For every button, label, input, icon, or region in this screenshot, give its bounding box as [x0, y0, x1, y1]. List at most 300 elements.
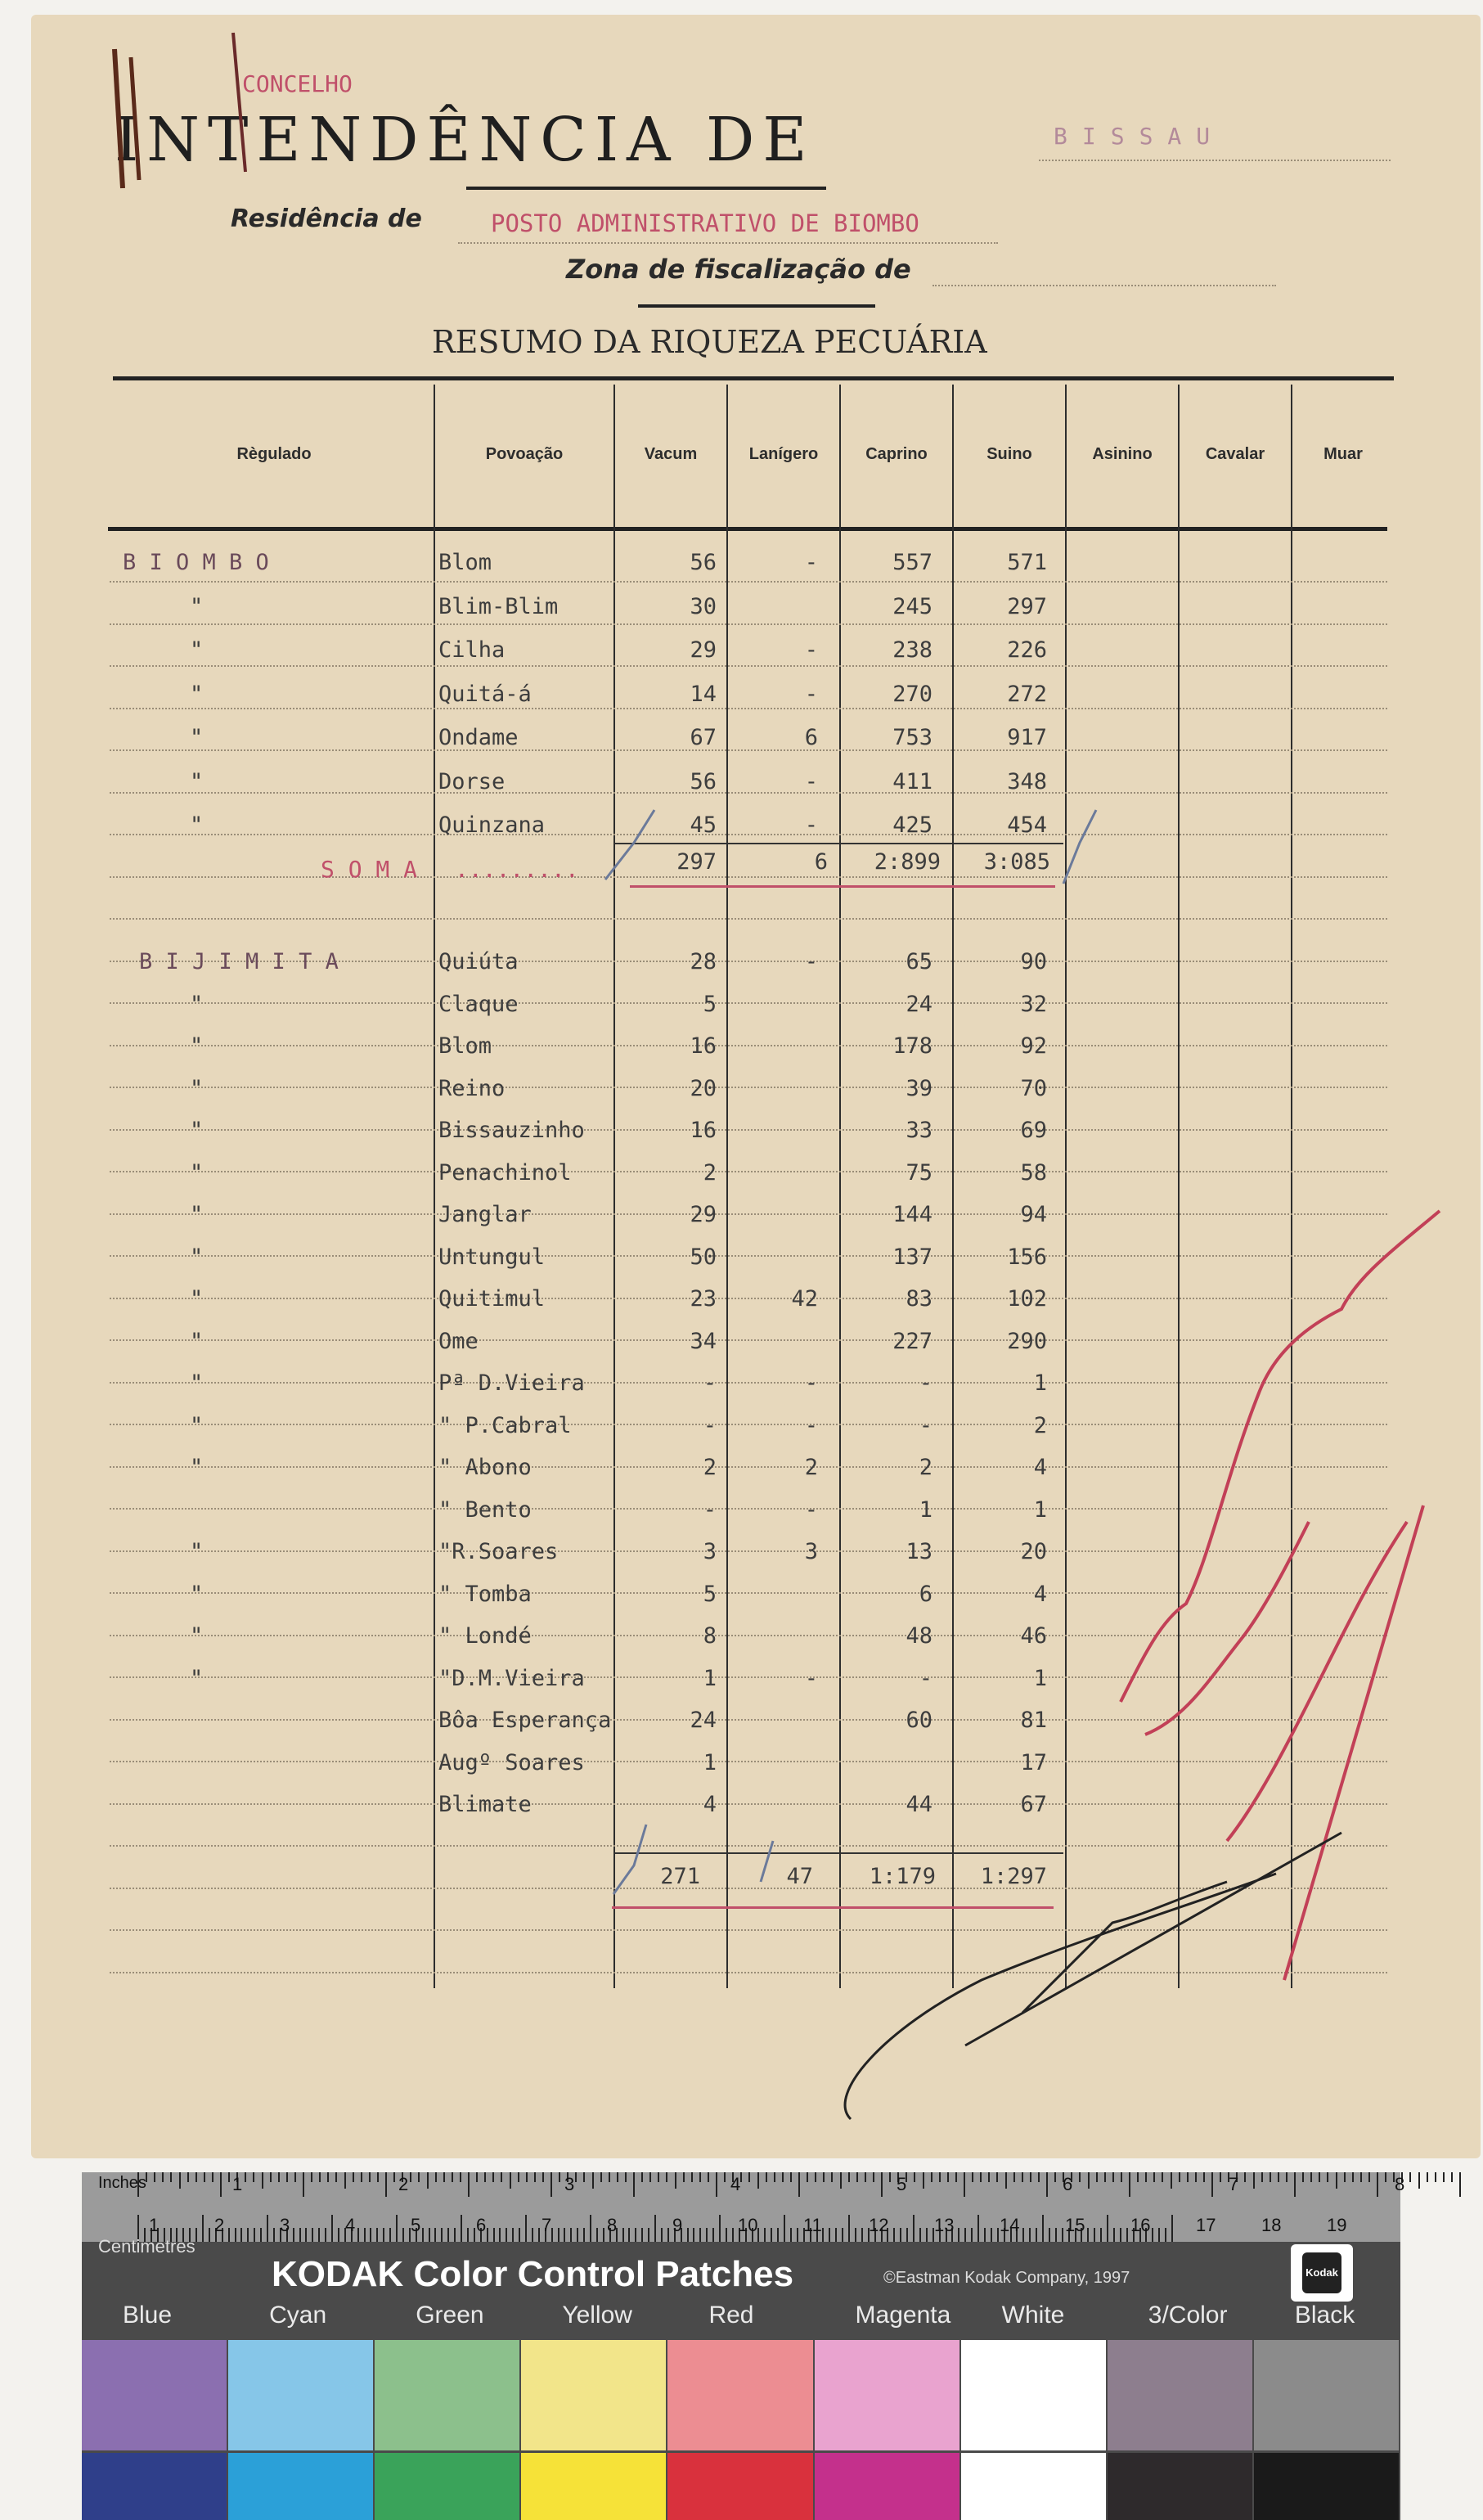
ruler-tick — [1368, 2172, 1370, 2182]
bijimita-row-povoacao: Blom — [438, 1033, 492, 1059]
bijimita-row-caprino: 33 — [906, 1118, 932, 1143]
bijimita-row-suino: 156 — [1007, 1244, 1047, 1270]
col-vacum: Vacum — [644, 445, 698, 463]
document-title: INTENDÊNCIA DE — [115, 105, 816, 175]
bijimita-row-caprino: - — [919, 1370, 932, 1396]
ruler-tick — [675, 2172, 676, 2189]
ruler-tick — [1327, 2172, 1328, 2182]
bijimita-row-regulado: " — [190, 1033, 204, 1059]
ruler-tick — [1418, 2172, 1420, 2189]
document-subtitle: RESUMO DA RIQUEZA PECUÁRIA — [432, 324, 987, 360]
biombo-row-caprino: 425 — [892, 812, 932, 838]
ruler-tick — [468, 2172, 470, 2197]
bijimita-row-caprino: 48 — [906, 1623, 932, 1649]
ruler-inch-number: 1 — [232, 2174, 243, 2194]
bijimita-row-suino: 102 — [1007, 1286, 1047, 1312]
ruler-tick-cm — [1042, 2215, 1044, 2242]
ruler-tick — [790, 2172, 792, 2182]
biombo-row-povoacao: Quinzana — [438, 812, 546, 838]
ruler-tick-cm — [1107, 2215, 1108, 2242]
margin-mark-1 — [115, 49, 123, 188]
residencia-label: Residência de — [231, 205, 422, 233]
bijimita-row-vacum: 2 — [703, 1159, 717, 1186]
ruler-tick — [633, 2172, 635, 2197]
biombo-row-caprino: 411 — [892, 768, 932, 794]
ruler-tick — [327, 2172, 329, 2182]
ruler-tick-cm — [389, 2228, 391, 2242]
ruler-tick — [393, 2172, 395, 2182]
ruler-tick — [931, 2172, 932, 2182]
patch-top-green — [375, 2340, 519, 2450]
bijimita-row-suino: 32 — [1020, 991, 1047, 1017]
bijimita-row-caprino: 65 — [906, 949, 932, 974]
ruler-tick-cm — [732, 2228, 734, 2242]
ruler-tick — [666, 2172, 667, 2182]
bijimita-row-lanigero: - — [804, 949, 818, 974]
ruler-tick-cm — [603, 2228, 604, 2242]
ruler-tick — [476, 2172, 478, 2182]
soma-label: S O M A — [321, 856, 418, 883]
bijimita-row-povoacao: " P.Cabral — [438, 1412, 572, 1438]
residencia-value: POSTO ADMINISTRATIVO DE BIOMBO — [491, 209, 919, 237]
ruler-cm-number: 6 — [476, 2215, 487, 2235]
ruler-tick — [716, 2172, 717, 2197]
ruler-cm-number: 14 — [1000, 2215, 1020, 2235]
ruler-cm-number: 19 — [1327, 2215, 1347, 2235]
ruler-tick — [443, 2172, 445, 2182]
patch-top-white — [961, 2340, 1106, 2450]
ruler-tick — [609, 2172, 610, 2182]
bijimita-row-lanigero: 42 — [791, 1286, 818, 1312]
bijimita-row-caprino: 6 — [919, 1581, 932, 1607]
ruler-tick-cm — [900, 2228, 901, 2242]
total-vacum: 271 — [660, 1864, 700, 1889]
bijimita-row-regulado: " — [190, 1623, 204, 1649]
ruler-tick — [1046, 2172, 1048, 2197]
col-cavalar: Cavalar — [1205, 445, 1265, 463]
ruler-tick — [220, 2172, 222, 2197]
ruler-tick — [740, 2172, 742, 2182]
ruler-tick-cm — [487, 2228, 488, 2242]
ruler-tick-cm — [977, 2215, 979, 2242]
bijimita-row-povoacao: Augº Soares — [438, 1749, 585, 1775]
ruler-tick — [369, 2172, 371, 2182]
ruler-tick — [1377, 2172, 1378, 2197]
ruler-tick-cm — [1113, 2228, 1115, 2242]
bijimita-row-povoacao: Quiúta — [438, 949, 519, 974]
ruler-tick-cm — [861, 2228, 863, 2242]
target-title: KODAK Color Control Patches — [272, 2254, 794, 2294]
col-asinino: Asinino — [1092, 445, 1153, 463]
ruler-cm-number: 10 — [738, 2215, 758, 2235]
ruler-tick-cm — [855, 2228, 856, 2242]
ruler-tick — [195, 2172, 197, 2182]
total-lanigero: 47 — [786, 1864, 813, 1889]
ruler-tick-cm — [209, 2228, 210, 2242]
ruler-tick-cm — [687, 2228, 689, 2242]
bijimita-row-caprino: 44 — [906, 1792, 932, 1817]
bijimita-row-suino: 94 — [1020, 1202, 1047, 1227]
biombo-row-povoacao: Ondame — [438, 725, 519, 750]
ruler-tick — [484, 2172, 486, 2182]
ruler-tick — [1261, 2172, 1263, 2182]
ruler-tick-cm — [771, 2228, 772, 2242]
ruler-tick — [1302, 2172, 1304, 2182]
total-caprino: 1:179 — [869, 1864, 936, 1889]
ruler-tick — [881, 2172, 883, 2197]
ruler-tick-cm — [467, 2228, 469, 2242]
bijimita-row-suino: 2 — [1033, 1412, 1047, 1438]
ruler-tick — [410, 2172, 411, 2182]
ruler-tick-cm — [1152, 2228, 1153, 2242]
bijimita-row-regulado: " — [190, 1455, 204, 1480]
bijimita-row-suino: 1 — [1033, 1370, 1047, 1396]
ruler-tick-cm — [1036, 2228, 1037, 2242]
ruler-tick — [947, 2172, 949, 2182]
ruler-tick-cm — [267, 2215, 268, 2242]
concelho-label: CONCELHO — [242, 70, 353, 97]
patch-label-black: Black — [1294, 2302, 1355, 2329]
ruler-tick — [774, 2172, 775, 2182]
ruler-tick-cm — [532, 2228, 533, 2242]
ruler-tick — [848, 2172, 850, 2182]
bijimita-row-povoacao: " Londé — [438, 1623, 532, 1649]
ruler-tick-cm — [984, 2228, 986, 2242]
ruler-tick — [162, 2172, 164, 2182]
bijimita-row-povoacao: " Abono — [438, 1455, 532, 1480]
kodak-logo — [1291, 2244, 1353, 2302]
bijimita-row-lanigero: - — [804, 1496, 818, 1523]
ruler-tick-cm — [829, 2228, 830, 2242]
ruler-tick — [865, 2172, 866, 2182]
ruler-tick-cm — [447, 2228, 449, 2242]
ruler-tick — [996, 2172, 998, 2182]
soma-vacum: 297 — [676, 849, 717, 875]
biombo-row-vacum: 29 — [690, 637, 717, 663]
bijimita-row-vacum: 24 — [690, 1708, 717, 1733]
ruler-tick-cm — [441, 2228, 443, 2242]
ruler-tick — [1336, 2172, 1337, 2189]
ruler-tick — [353, 2172, 354, 2182]
kodak-color-target — [82, 2172, 1405, 2520]
bijimita-row-caprino: 39 — [906, 1075, 932, 1101]
ruler-tick — [418, 2172, 420, 2182]
biombo-row-caprino: 245 — [892, 593, 932, 619]
ruler-inch-number: 2 — [398, 2174, 409, 2194]
ruler-tick-cm — [202, 2215, 204, 2242]
ruler-cm-number: 7 — [542, 2215, 552, 2235]
ruler-tick — [815, 2172, 816, 2182]
biombo-row-regulado: " — [190, 593, 204, 619]
bijimita-row-vacum: 5 — [703, 991, 717, 1017]
bijimita-row-regulado: " — [190, 991, 204, 1017]
ruler-cm-number: 13 — [934, 2215, 955, 2235]
ruler-tick — [179, 2172, 181, 2189]
ruler-tick — [1187, 2172, 1189, 2182]
ruler-tick-cm — [635, 2228, 636, 2242]
ruler-tick — [575, 2172, 577, 2182]
ruler-tick — [1171, 2172, 1172, 2189]
bijimita-row-lanigero: 2 — [804, 1455, 818, 1480]
biombo-row-vacum: 45 — [690, 812, 717, 838]
ruler-tick-cm — [402, 2228, 404, 2242]
biombo-row-vacum: 56 — [690, 768, 717, 794]
bijimita-row-regulado: " — [190, 1581, 204, 1607]
measurement-ruler — [82, 2172, 1405, 2242]
bijimita-row-regulado: " — [190, 1665, 204, 1691]
ruler-tick-cm — [383, 2228, 384, 2242]
ruler-tick — [170, 2172, 172, 2182]
ruler-cm-number: 16 — [1130, 2215, 1151, 2235]
bijimita-row-povoacao: Reino — [438, 1075, 506, 1101]
ruler-tick-cm — [726, 2228, 727, 2242]
bijimita-row-suino: 81 — [1020, 1708, 1047, 1733]
ruler-tick-cm — [519, 2228, 520, 2242]
patch-label-yellow: Yellow — [562, 2302, 632, 2329]
ruler-cm-number: 4 — [345, 2215, 356, 2235]
ruler-tick-cm — [790, 2228, 792, 2242]
ruler-tick — [1104, 2172, 1106, 2182]
ruler-tick — [1112, 2172, 1114, 2182]
bijimita-row-regulado: " — [190, 1539, 204, 1564]
ruler-tick — [1211, 2172, 1213, 2197]
regulado-bijimita: B I J I M I T A — [139, 949, 339, 974]
red-slash — [1284, 1505, 1423, 1980]
regulado-biombo: B I O M B O — [123, 550, 269, 575]
bijimita-row-lanigero: 3 — [804, 1539, 818, 1564]
ruler-tick-cm — [254, 2228, 255, 2242]
biombo-row-lanigero: - — [804, 681, 818, 707]
biombo-row-suino: 917 — [1007, 725, 1047, 750]
ruler-tick-cm — [331, 2215, 333, 2242]
biombo-row-povoacao: Cilha — [438, 637, 506, 663]
ruler-tick — [1443, 2172, 1445, 2182]
check-mark-2 — [1063, 810, 1096, 884]
col-suino: Suino — [986, 445, 1032, 463]
ruler-inches-label: Inches — [98, 2174, 146, 2192]
ruler-tick — [1195, 2172, 1197, 2182]
ruler-tick — [1409, 2172, 1411, 2182]
ruler-tick-cm — [235, 2228, 236, 2242]
ruler-tick-cm — [1100, 2228, 1102, 2242]
ruler-tick — [534, 2172, 536, 2182]
ruler-tick — [766, 2172, 767, 2182]
patch-bottom-blue — [82, 2453, 227, 2520]
patch-bottom-yellow — [521, 2453, 666, 2520]
ruler-tick — [782, 2172, 784, 2182]
ruler-tick-cm — [376, 2228, 378, 2242]
ruler-tick — [649, 2172, 651, 2182]
ruler-tick-cm — [396, 2215, 398, 2242]
bijimita-row-vacum: 8 — [703, 1623, 717, 1649]
ruler-tick — [385, 2172, 387, 2197]
ruler-inch-number: 8 — [1395, 2174, 1405, 2194]
ruler-tick — [1096, 2172, 1098, 2182]
patch-top-cyan — [228, 2340, 373, 2450]
patch-label-green: Green — [416, 2302, 484, 2329]
ruler-tick — [1129, 2172, 1130, 2197]
biombo-row-caprino: 270 — [892, 681, 932, 707]
margin-mark-3 — [233, 33, 245, 172]
bijimita-row-povoacao: Blimate — [438, 1792, 532, 1817]
bijimita-row-suino: 17 — [1020, 1749, 1047, 1775]
bijimita-row-vacum: 50 — [690, 1244, 717, 1270]
bijimita-row-regulado: " — [190, 1118, 204, 1143]
patch-bottom-cyan — [228, 2453, 373, 2520]
ruler-tick-cm — [474, 2228, 475, 2242]
ruler-tick-cm — [590, 2215, 591, 2242]
ruler-tick-cm — [370, 2228, 371, 2242]
check-mark-1 — [605, 810, 654, 880]
ruler-tick — [1360, 2172, 1362, 2182]
ruler-tick-cm — [622, 2228, 624, 2242]
bijimita-row-lanigero: - — [804, 1665, 818, 1691]
bijimita-row-caprino: 13 — [906, 1539, 932, 1564]
ruler-tick — [228, 2172, 230, 2182]
bijimita-row-caprino: 144 — [892, 1202, 932, 1227]
ruler-tick-cm — [648, 2228, 649, 2242]
biombo-row-regulado: " — [190, 725, 204, 750]
ruler-tick-cm — [312, 2228, 313, 2242]
ruler-tick — [939, 2172, 941, 2182]
bijimita-row-povoacao: " Tomba — [438, 1581, 532, 1607]
bijimita-row-caprino: 178 — [892, 1033, 932, 1059]
biombo-row-regulado: " — [190, 637, 204, 663]
ruler-tick-cm — [434, 2228, 436, 2242]
ruler-tick — [889, 2172, 891, 2182]
ruler-tick — [840, 2172, 842, 2189]
ruler-tick — [1179, 2172, 1180, 2182]
bijimita-row-regulado: " — [190, 1412, 204, 1438]
ruler-tick — [807, 2172, 808, 2182]
ruler-tick — [641, 2172, 643, 2182]
ruler-tick-cm — [564, 2228, 565, 2242]
ruler-tick — [303, 2172, 304, 2197]
ruler-tick-cm — [506, 2228, 507, 2242]
patch-bottom-magenta — [815, 2453, 959, 2520]
col-lanigero: Lanígero — [748, 445, 819, 463]
ruler-tick — [1054, 2172, 1056, 2182]
ruler-tick-cm — [1158, 2228, 1160, 2242]
bijimita-row-povoacao: Bissauzinho — [438, 1118, 585, 1143]
patch-label-3-color: 3/Color — [1148, 2302, 1228, 2329]
bijimita-row-vacum: - — [703, 1370, 717, 1396]
ruler-cm-number: 18 — [1261, 2215, 1282, 2235]
biombo-row-caprino: 238 — [892, 637, 932, 663]
patch-bottom-white — [961, 2453, 1106, 2520]
biombo-row-caprino: 753 — [892, 725, 932, 750]
soma-dots: ......... — [455, 856, 579, 883]
ruler-cm-number: 17 — [1196, 2215, 1216, 2235]
ruler-tick — [1451, 2172, 1453, 2182]
ruler-tick-cm — [454, 2228, 456, 2242]
biombo-row-vacum: 30 — [690, 593, 717, 619]
patch-top-blue — [82, 2340, 227, 2450]
ruler-tick — [683, 2172, 685, 2182]
ruler-tick — [253, 2172, 254, 2182]
ruler-cm-number: 2 — [214, 2215, 225, 2235]
ruler-tick-cm — [325, 2228, 326, 2242]
ruler-tick-cm — [1120, 2228, 1121, 2242]
ruler-tick-cm — [1022, 2228, 1024, 2242]
ruler-tick — [823, 2172, 825, 2182]
biombo-row-vacum: 56 — [690, 550, 717, 575]
ruler-tick — [625, 2172, 627, 2182]
patch-label-magenta: Magenta — [855, 2302, 951, 2329]
col-regulado: Règulado — [236, 445, 312, 463]
ruler-tick — [980, 2172, 982, 2182]
ruler-tick — [1385, 2172, 1386, 2182]
ruler-tick-cm — [848, 2215, 850, 2242]
ruler-tick-cm — [273, 2228, 275, 2242]
ruler-tick — [262, 2172, 263, 2189]
ruler-tick — [344, 2172, 346, 2189]
ruler-tick-cm — [583, 2228, 585, 2242]
bijimita-row-povoacao: " Bento — [438, 1496, 532, 1523]
bijimita-row-vacum: 1 — [703, 1665, 717, 1691]
ruler-tick — [914, 2172, 915, 2182]
bijimita-row-vacum: 2 — [703, 1455, 717, 1480]
ruler-tick — [518, 2172, 519, 2182]
ruler-tick-cm — [299, 2228, 301, 2242]
ruler-tick-cm — [429, 2228, 430, 2242]
ruler-tick — [435, 2172, 437, 2182]
biombo-row-suino: 297 — [1007, 593, 1047, 619]
ruler-tick — [492, 2172, 494, 2182]
biombo-row-suino: 226 — [1007, 637, 1047, 663]
ruler-tick — [311, 2172, 312, 2182]
bijimita-row-suino: 20 — [1020, 1539, 1047, 1564]
col-muar: Muar — [1323, 445, 1363, 463]
ruler-tick — [831, 2172, 833, 2182]
bijimita-row-vacum: 3 — [703, 1539, 717, 1564]
ruler-cm-number: 8 — [607, 2215, 618, 2235]
bijimita-row-caprino: - — [919, 1665, 932, 1691]
ruler-cm-number: 1 — [149, 2215, 160, 2235]
biombo-row-lanigero: 6 — [804, 725, 818, 750]
patch-bottom-black — [1254, 2453, 1399, 2520]
bijimita-row-caprino: 83 — [906, 1286, 932, 1312]
biombo-row-regulado: " — [190, 681, 204, 707]
soma-suino: 3:085 — [983, 849, 1050, 875]
ruler-tick-cm — [596, 2228, 598, 2242]
ruler-tick — [1310, 2172, 1312, 2182]
ruler-tick-cm — [667, 2228, 669, 2242]
ruler-inch-number: 7 — [1229, 2174, 1239, 2194]
ruler-tick-cm — [777, 2228, 779, 2242]
ruler-tick — [1319, 2172, 1320, 2182]
ruler-tick — [658, 2172, 659, 2182]
ruler-inch-number: 3 — [564, 2174, 575, 2194]
biombo-row-caprino: 557 — [892, 550, 932, 575]
ruler-tick — [377, 2172, 379, 2182]
bijimita-row-vacum: 23 — [690, 1286, 717, 1312]
bijimita-row-caprino: 60 — [906, 1708, 932, 1733]
ruler-inch-number: 4 — [730, 2174, 741, 2194]
bijimita-row-caprino: 24 — [906, 991, 932, 1017]
ruler-tick — [988, 2172, 990, 2182]
ruler-tick — [1278, 2172, 1279, 2182]
bijimita-row-regulado: " — [190, 1244, 204, 1270]
ruler-tick — [204, 2172, 205, 2182]
ruler-tick — [319, 2172, 321, 2182]
ruler-tick-cm — [835, 2228, 837, 2242]
ruler-tick-cm — [499, 2228, 501, 2242]
ruler-tick-cm — [1094, 2228, 1095, 2242]
ruler-tick — [691, 2172, 693, 2182]
ruler-tick — [1286, 2172, 1288, 2182]
ruler-tick — [1253, 2172, 1255, 2189]
